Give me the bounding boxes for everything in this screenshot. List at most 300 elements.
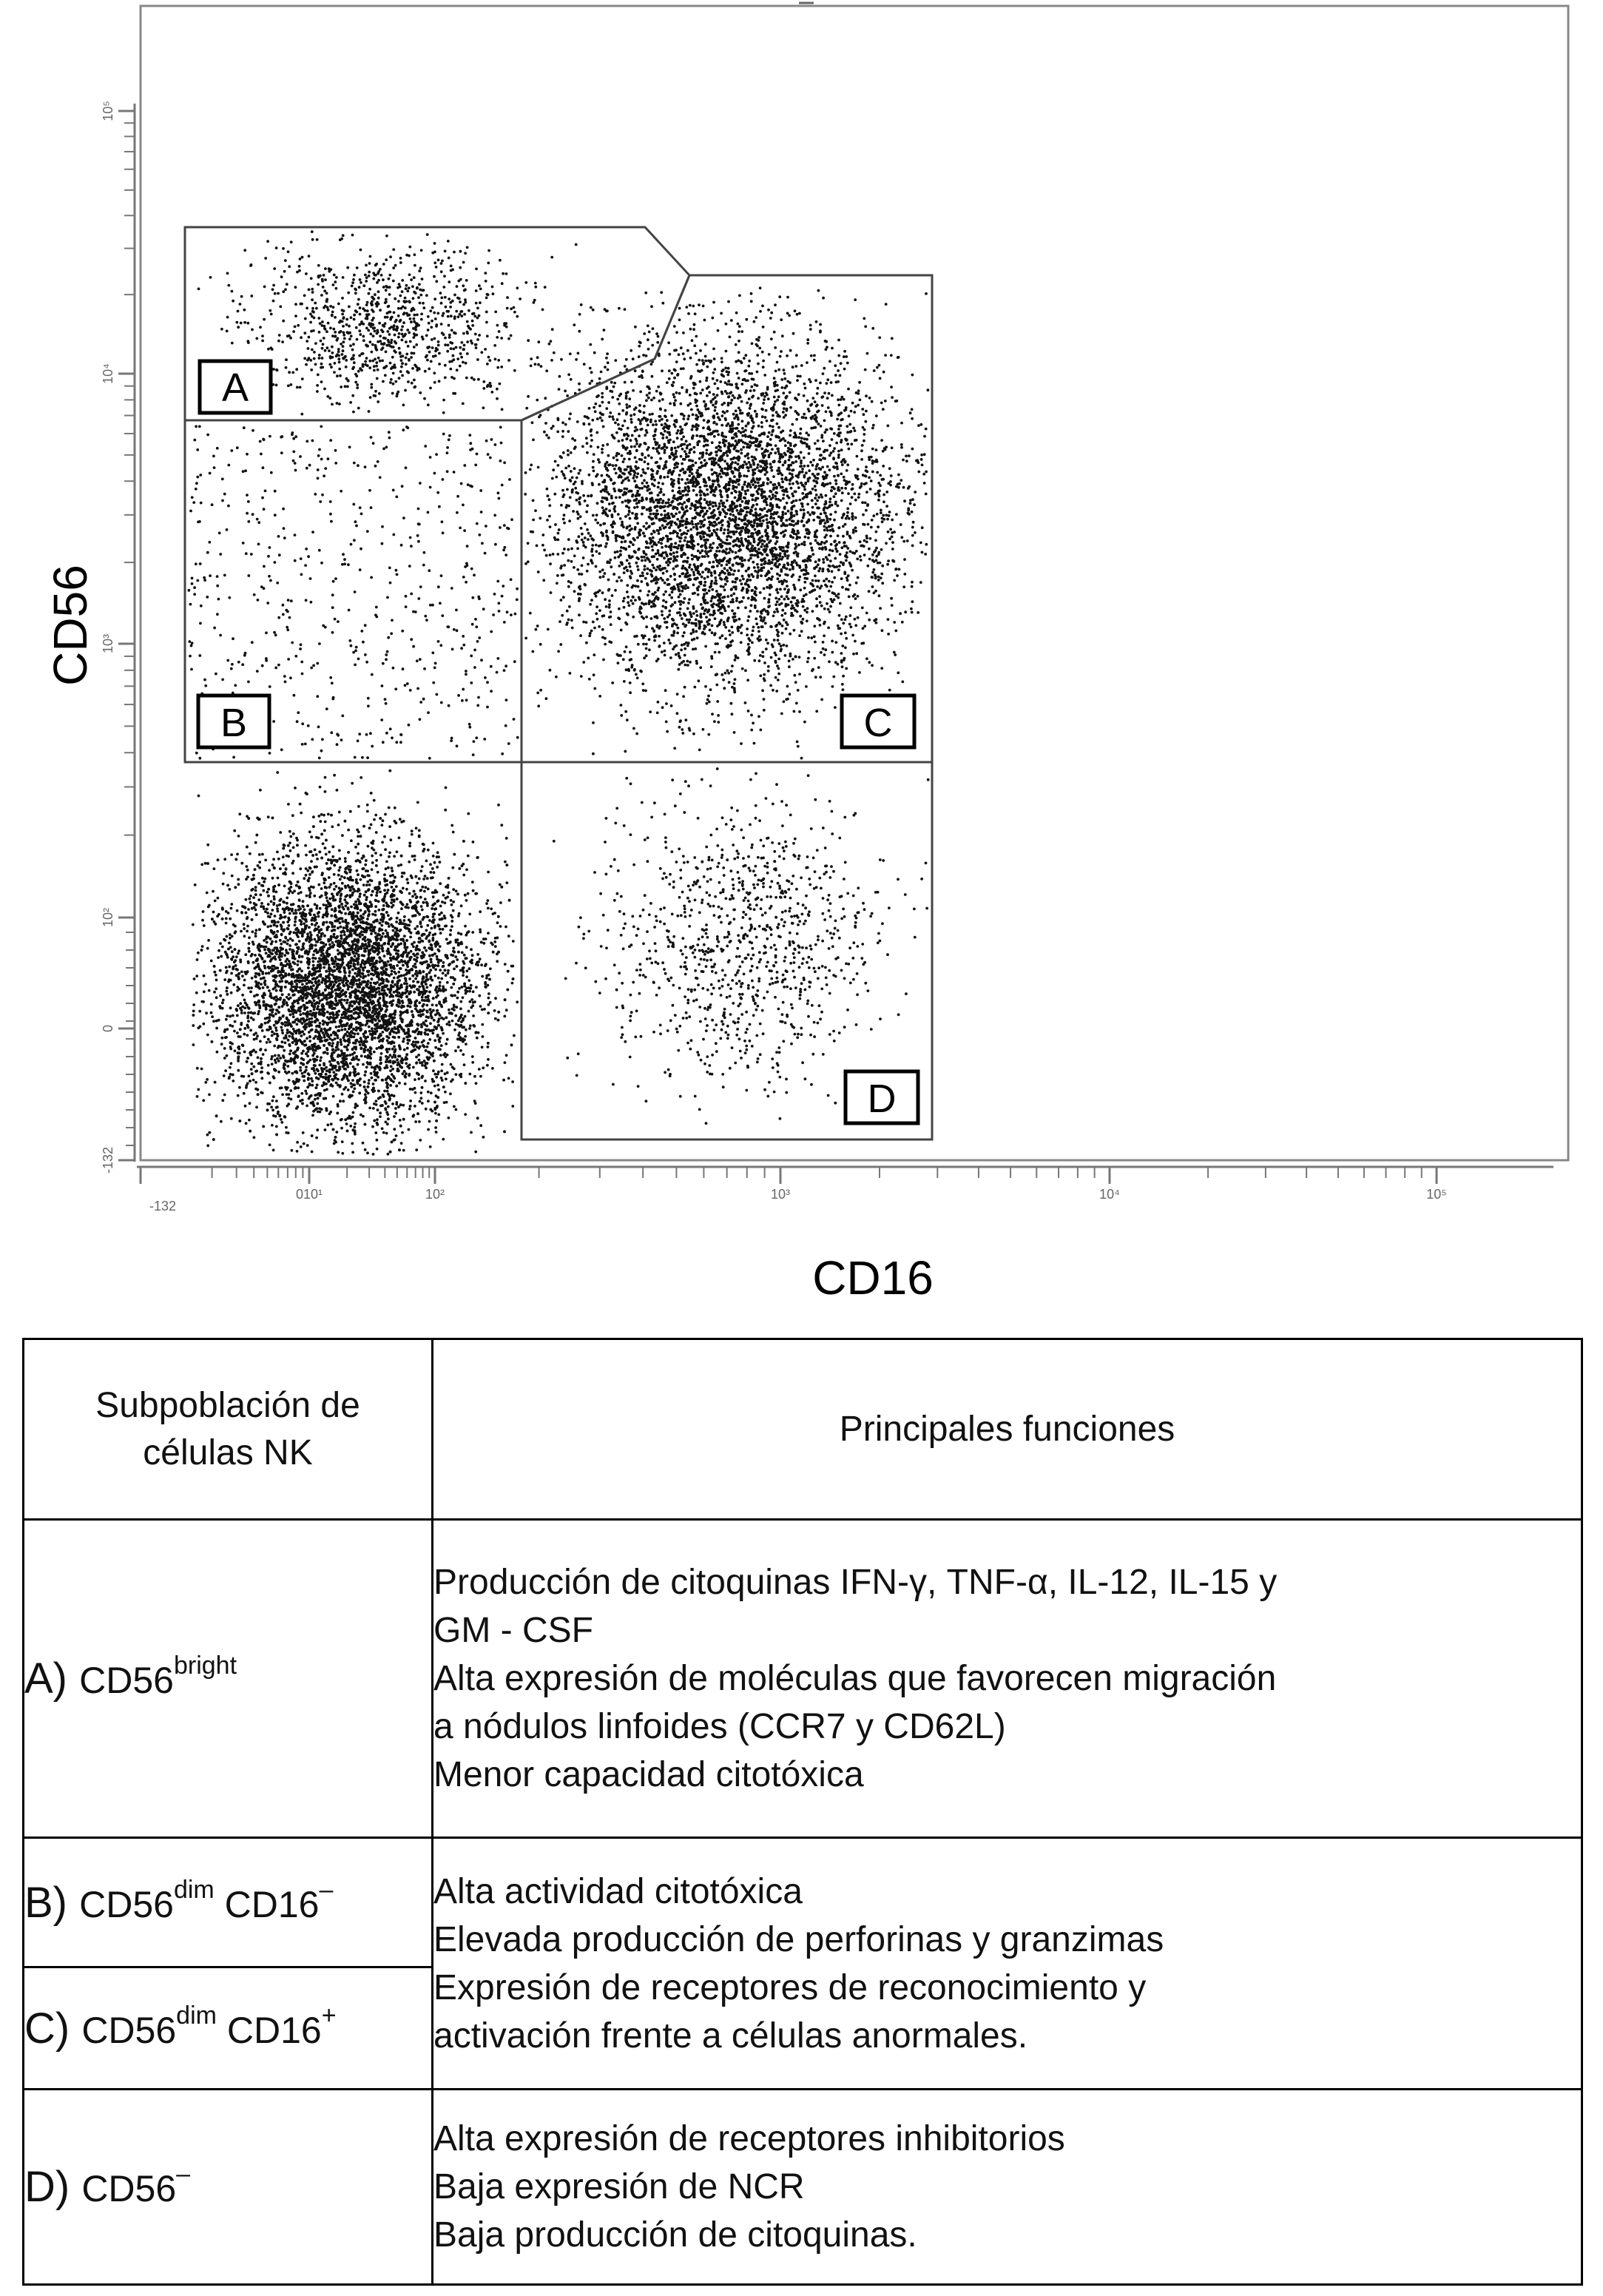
event-dot <box>755 503 758 506</box>
event-dot <box>661 482 664 485</box>
event-dot <box>793 674 796 677</box>
event-dot <box>697 572 700 575</box>
event-dot <box>887 559 890 562</box>
event-dot <box>817 666 820 669</box>
event-dot <box>829 598 832 601</box>
event-dot <box>894 653 897 656</box>
event-dot <box>561 421 564 424</box>
event-dot <box>658 444 661 447</box>
event-dot <box>773 385 776 388</box>
event-dot <box>826 382 829 385</box>
event-dot <box>776 573 779 576</box>
event-dot <box>744 538 747 541</box>
event-dot <box>702 426 705 429</box>
event-dot <box>643 656 646 659</box>
event-dot <box>740 330 743 333</box>
event-dot <box>842 675 845 678</box>
event-dot <box>678 487 681 490</box>
event-dot <box>732 437 735 440</box>
event-dot <box>661 613 664 616</box>
event-dot <box>917 424 920 427</box>
event-dot <box>675 331 678 334</box>
event-dot <box>737 462 740 465</box>
event-dot <box>920 458 923 461</box>
event-dot <box>890 474 893 477</box>
event-dot <box>724 637 727 640</box>
event-dot <box>769 438 772 441</box>
event-dot <box>911 545 914 548</box>
event-dot <box>686 571 689 574</box>
event-dot <box>738 330 740 333</box>
event-dot <box>668 593 671 596</box>
event-dot <box>796 599 799 602</box>
event-dot <box>717 483 720 486</box>
event-dot <box>756 345 759 348</box>
event-dot <box>806 342 809 345</box>
event-dot <box>816 404 819 407</box>
event-dot <box>831 581 834 584</box>
event-dot <box>754 570 757 573</box>
event-dot <box>721 508 724 511</box>
event-dot <box>767 443 770 446</box>
event-dot <box>701 607 704 610</box>
event-dot <box>722 679 725 681</box>
event-dot <box>750 729 753 732</box>
event-dot <box>811 397 814 400</box>
event-dot <box>801 442 804 445</box>
event-dot <box>699 494 702 496</box>
event-dot <box>766 586 769 589</box>
event-dot <box>675 624 678 627</box>
event-dot <box>722 454 725 457</box>
event-dot <box>844 523 847 526</box>
event-dot <box>757 630 760 633</box>
event-dot <box>801 505 804 508</box>
event-dot <box>569 496 572 499</box>
event-dot <box>565 623 568 626</box>
event-dot <box>556 574 559 577</box>
event-dot <box>692 425 695 428</box>
event-dot <box>753 389 756 392</box>
event-dot <box>827 570 830 573</box>
event-dot <box>877 482 880 485</box>
event-dot <box>560 599 563 602</box>
event-dot <box>571 488 574 491</box>
event-dot <box>800 465 803 468</box>
event-dot <box>537 704 540 707</box>
event-dot <box>729 402 732 405</box>
event-dot <box>865 491 868 494</box>
event-dot <box>678 656 681 659</box>
event-dot <box>626 559 629 562</box>
event-dot <box>802 497 805 500</box>
event-dot <box>848 517 851 520</box>
event-dot <box>921 526 924 529</box>
event-dot <box>665 502 668 505</box>
event-dot <box>780 350 783 353</box>
event-dot <box>698 679 701 682</box>
event-dot <box>681 732 684 735</box>
event-dot <box>837 593 840 596</box>
event-dot <box>686 644 689 647</box>
event-dot <box>854 298 857 301</box>
event-dot <box>762 516 765 519</box>
event-dot <box>631 495 634 498</box>
event-dot <box>769 317 772 320</box>
event-dot <box>749 610 752 613</box>
event-dot <box>578 497 581 500</box>
event-dot <box>633 506 636 509</box>
event-dot <box>745 389 748 392</box>
event-dot <box>688 459 691 462</box>
event-dot <box>697 550 700 553</box>
event-dot <box>668 369 671 372</box>
event-dot <box>875 622 878 625</box>
event-dot <box>795 511 798 514</box>
event-dot <box>875 547 878 550</box>
event-dot <box>712 377 715 380</box>
event-dot <box>723 687 726 690</box>
event-dot <box>563 564 566 567</box>
event-dot <box>882 408 885 411</box>
event-dot <box>696 614 699 617</box>
event-dot <box>792 332 795 335</box>
event-dot <box>651 499 654 502</box>
event-dot <box>657 386 660 388</box>
event-dot <box>691 428 694 431</box>
event-dot <box>723 505 726 508</box>
event-dot <box>621 425 624 428</box>
event-dot <box>587 563 590 566</box>
event-dot <box>703 599 706 602</box>
event-dot <box>811 488 814 491</box>
event-dot <box>780 644 783 647</box>
event-dot <box>642 643 645 646</box>
event-dot <box>846 469 848 472</box>
event-dot <box>664 461 667 464</box>
event-dot <box>653 639 656 642</box>
event-dot <box>732 427 735 430</box>
event-dot <box>641 574 644 577</box>
event-dot <box>653 531 656 533</box>
event-dot <box>844 487 847 490</box>
event-dot <box>774 451 777 454</box>
event-dot <box>830 411 833 414</box>
event-dot <box>873 568 876 571</box>
event-dot <box>638 487 641 490</box>
event-dot <box>788 659 791 662</box>
event-dot <box>612 531 615 534</box>
event-dot <box>543 431 546 434</box>
event-dot <box>607 454 610 457</box>
event-dot <box>842 688 845 691</box>
event-dot <box>721 414 724 417</box>
event-dot <box>607 361 610 364</box>
event-dot <box>771 576 774 579</box>
event-dot <box>651 476 654 479</box>
event-dot <box>680 346 683 349</box>
event-dot <box>808 378 811 381</box>
event-dot <box>789 633 792 636</box>
event-dot <box>641 559 644 562</box>
event-dot <box>755 444 757 447</box>
x-tick-label: 10² <box>425 1187 445 1202</box>
event-dot <box>674 463 677 466</box>
event-dot <box>806 661 809 664</box>
event-dot <box>647 593 649 596</box>
event-dot <box>774 555 777 558</box>
event-dot <box>786 296 789 299</box>
event-dot <box>737 323 740 326</box>
event-dot <box>637 585 640 588</box>
event-dot <box>615 454 618 457</box>
event-dot <box>925 543 928 546</box>
event-dot <box>602 522 605 525</box>
event-dot <box>629 565 632 568</box>
event-dot <box>581 539 584 542</box>
event-dot <box>664 650 666 653</box>
event-dot <box>676 712 679 715</box>
event-dot <box>633 413 636 416</box>
event-dot <box>645 497 648 500</box>
event-dot <box>837 450 840 453</box>
event-dot <box>638 345 641 348</box>
event-dot <box>697 593 700 596</box>
event-dot <box>752 630 755 633</box>
event-dot <box>871 327 874 330</box>
event-dot <box>651 413 654 416</box>
event-dot <box>647 454 650 457</box>
event-dot <box>752 626 755 629</box>
event-dot <box>831 640 834 643</box>
event-dot <box>875 559 878 562</box>
event-dot <box>558 620 561 623</box>
event-dot <box>761 415 764 418</box>
event-dot <box>806 493 809 496</box>
event-dot <box>724 583 727 586</box>
event-dot <box>646 572 649 575</box>
event-dot <box>674 542 677 545</box>
event-dot <box>676 565 679 568</box>
event-dot <box>641 513 644 516</box>
event-dot <box>829 501 831 504</box>
event-dot <box>857 576 860 579</box>
event-dot <box>672 515 675 518</box>
event-dot <box>688 474 691 477</box>
event-dot <box>819 329 822 332</box>
event-dot <box>718 651 720 654</box>
event-dot <box>919 581 922 584</box>
event-dot <box>625 358 628 361</box>
event-dot <box>822 475 825 478</box>
event-dot <box>911 511 914 514</box>
event-dot <box>578 585 581 588</box>
event-dot <box>587 657 590 660</box>
event-dot <box>819 567 822 570</box>
event-dot <box>595 595 598 598</box>
event-dot <box>619 550 622 553</box>
event-dot <box>618 576 621 579</box>
event-dot <box>840 652 843 655</box>
event-dot <box>690 546 693 549</box>
event-dot <box>795 513 798 516</box>
event-dot <box>854 530 857 533</box>
event-dot <box>712 509 715 512</box>
event-dot <box>689 328 692 331</box>
event-dot <box>840 448 843 451</box>
event-dot <box>791 469 794 472</box>
event-dot <box>750 573 753 576</box>
event-dot <box>717 329 720 332</box>
event-dot <box>642 617 645 620</box>
event-dot <box>573 566 576 569</box>
event-dot <box>746 584 749 587</box>
event-dot <box>664 505 666 508</box>
event-dot <box>684 536 687 539</box>
event-dot <box>588 422 591 425</box>
event-dot <box>891 337 894 340</box>
event-dot <box>843 368 846 371</box>
event-dot <box>743 357 746 360</box>
event-dot <box>601 568 604 571</box>
event-dot <box>706 702 709 705</box>
event-dot <box>699 666 702 669</box>
event-dot <box>622 547 625 550</box>
event-dot <box>835 442 838 445</box>
event-dot <box>696 514 699 516</box>
event-dot <box>732 488 735 491</box>
event-dot <box>786 568 789 570</box>
event-dot <box>651 375 654 378</box>
event-dot <box>839 374 842 377</box>
event-dot <box>851 483 854 486</box>
event-dot <box>716 528 719 531</box>
event-dot <box>757 551 760 554</box>
event-dot <box>844 631 847 634</box>
event-dot <box>814 531 817 533</box>
event-dot <box>814 533 817 536</box>
event-dot <box>810 403 813 406</box>
event-dot <box>598 570 601 573</box>
event-dot <box>711 317 714 320</box>
event-dot <box>882 478 885 481</box>
event-dot <box>590 559 593 562</box>
event-dot <box>756 563 759 566</box>
event-dot <box>539 517 541 520</box>
event-dot <box>723 624 726 627</box>
event-dot <box>693 344 696 347</box>
event-dot <box>581 480 584 483</box>
event-dot <box>567 449 570 452</box>
event-dot <box>842 562 845 565</box>
event-dot <box>599 417 602 420</box>
event-dot <box>883 447 886 450</box>
event-dot <box>816 392 819 395</box>
event-dot <box>671 451 674 454</box>
event-dot <box>706 493 709 496</box>
event-dot <box>716 565 719 568</box>
event-dot <box>684 686 686 689</box>
event-dot <box>783 372 786 375</box>
event-dot <box>738 479 740 482</box>
event-dot <box>921 551 924 554</box>
event-dot <box>602 425 605 428</box>
event-dot <box>546 488 549 491</box>
event-dot <box>789 391 792 394</box>
event-dot <box>567 585 570 588</box>
event-dot <box>635 673 638 676</box>
event-dot <box>593 687 596 690</box>
event-dot <box>571 477 574 479</box>
event-dot <box>709 453 712 456</box>
event-dot <box>820 436 823 439</box>
event-dot <box>747 365 750 368</box>
event-dot <box>745 318 748 321</box>
event-dot <box>652 605 655 607</box>
event-dot <box>794 444 797 447</box>
event-dot <box>660 514 663 516</box>
event-dot <box>871 471 874 474</box>
event-dot <box>845 667 848 670</box>
event-dot <box>619 517 622 520</box>
event-dot <box>530 531 533 533</box>
event-dot <box>837 454 840 457</box>
event-dot <box>757 336 760 339</box>
event-dot <box>811 589 814 592</box>
event-dot <box>718 445 720 448</box>
event-dot <box>743 474 746 477</box>
event-dot <box>790 448 793 451</box>
event-dot <box>871 664 874 667</box>
event-dot <box>837 625 840 627</box>
event-dot <box>596 473 599 476</box>
event-dot <box>649 542 652 545</box>
event-dot <box>762 402 765 405</box>
event-dot <box>602 614 605 617</box>
event-dot <box>680 413 683 416</box>
event-dot <box>890 386 893 388</box>
event-dot <box>804 482 807 485</box>
event-dot <box>706 394 709 397</box>
event-dot <box>563 548 566 551</box>
event-dot <box>574 445 577 448</box>
event-dot <box>723 589 726 592</box>
event-dot <box>733 689 736 692</box>
event-dot <box>552 468 555 471</box>
event-dot <box>877 525 880 528</box>
event-dot <box>778 415 781 418</box>
event-dot <box>780 602 783 605</box>
event-dot <box>709 585 712 588</box>
event-dot <box>746 579 749 582</box>
event-dot <box>817 570 820 573</box>
event-dot <box>879 377 882 380</box>
event-dot <box>801 492 804 495</box>
event-dot <box>579 515 582 518</box>
event-dot <box>792 476 794 479</box>
event-dot <box>738 483 740 486</box>
event-dot <box>667 501 670 504</box>
event-dot <box>820 698 823 701</box>
event-dot <box>857 493 860 496</box>
event-dot <box>924 553 927 556</box>
event-dot <box>846 362 849 365</box>
event-dot <box>730 391 733 394</box>
event-dot <box>627 427 630 430</box>
event-dot <box>765 459 768 462</box>
event-dot <box>713 435 716 438</box>
event-dot <box>692 489 695 492</box>
